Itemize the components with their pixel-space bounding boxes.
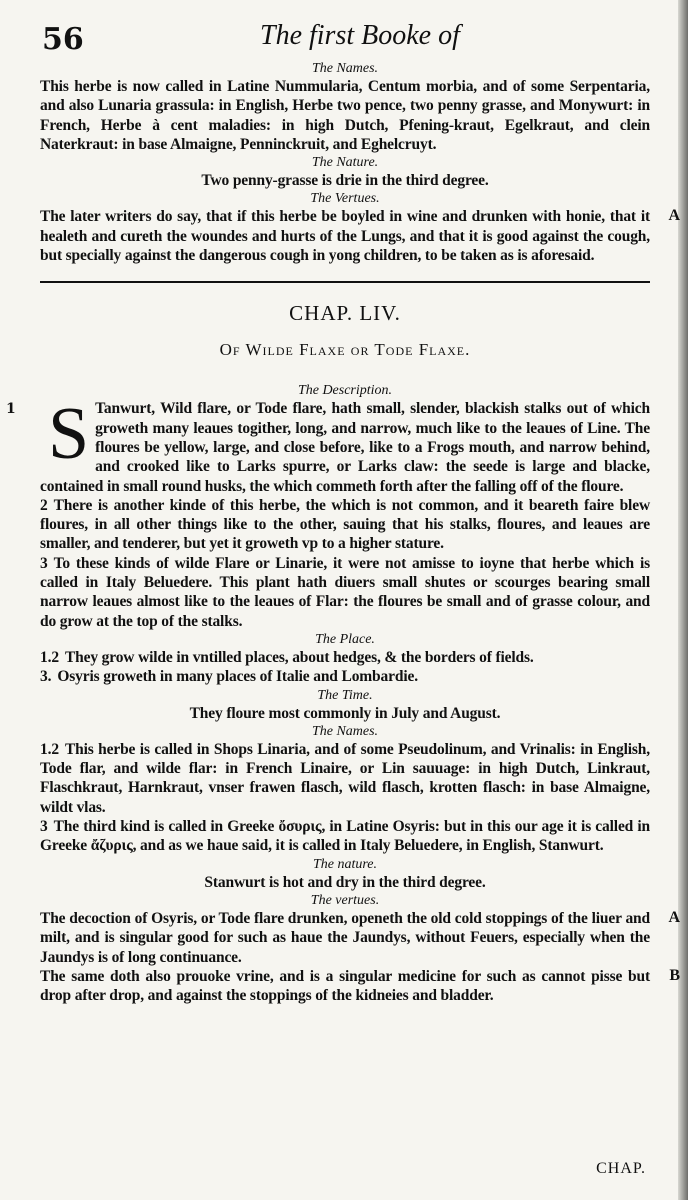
time-heading: The Time.: [317, 687, 373, 703]
margin-letter-a2: A: [668, 908, 680, 926]
names2-heading: The Names.: [311, 723, 379, 739]
names-paragraph: This herbe is now called in Latine Nummularia, Centum morbia, and of some Serpentaria, and also Lunaria grassula: in English, Herbe two pence, two penny grasse, and Monywurt: in French, Herbe à cent maladies: in high Dutch, Pfening-kraut, Egelkraut, and clein Naterkraut: in base Almaigne, Penninckruit, and Eghelcruyt.: [40, 78, 650, 153]
description-paragraph-3: [40, 554, 650, 631]
item-number: 1.2: [40, 648, 59, 666]
description-text-2: There is another kinde of this herbe, the which is not common, and it beareth faire blew floures, in all other things like to the other, sauing that his stalks, floures, and leaues are smaller, and tenderer, but yet it groweth vp to a higher stature.: [40, 496, 650, 553]
names2-text-2: The third kind is called in Greeke ὄσυρις, in Latine Osyris: but in this our age it is called in Greeke ἄζυρις, and as we haue said, it is called in Italy Beluedere, in English, Stanwurt.: [40, 818, 650, 855]
item-number: 2: [40, 496, 48, 514]
chapter-title: Of Wilde Flaxe or Tode Flaxe.: [219, 340, 471, 360]
item-number: 3: [40, 554, 48, 572]
names-heading: The Names.: [311, 61, 379, 76]
place-paragraph-2: [40, 667, 650, 686]
place-section: [40, 631, 650, 687]
names-section: [40, 60, 680, 265]
description-paragraph-2: [40, 496, 650, 554]
place-paragraph-1: [40, 648, 650, 667]
item-number: 3.: [40, 668, 52, 686]
names2-section: [40, 723, 650, 856]
description-section: [6, 382, 650, 631]
item-number: 1.2: [40, 740, 59, 758]
description-item-1: [6, 393, 650, 495]
page-gutter-shadow: [678, 0, 688, 1200]
page-header: [40, 18, 650, 60]
nature2-paragraph: Stanwurt is hot and dry in the third degree.: [204, 873, 486, 891]
vertues2-paragraph-2: The same doth also prouoke vrine, and is a singular medicine for such as cannot pisse but drop after drop, and against the stoppings of the kidneies and bladder.: [40, 967, 650, 1005]
time-paragraph: They floure most commonly in July and August.: [189, 704, 501, 722]
vertues2-block-1: [40, 908, 680, 967]
nature-heading: The Nature.: [311, 155, 379, 171]
vertues2-paragraph-1: The decoction of Osyris, or Tode flare drunken, openeth the old cold stoppings of the liuer and milt, and is singular good for such as haue the Jaundys, without Feuers, especially when the Jaundys is of long continuance.: [40, 909, 650, 966]
description-heading: The Description.: [297, 383, 393, 399]
nature2-section: [40, 856, 650, 892]
vertues-block: [40, 207, 680, 265]
drop-cap: S: [48, 393, 90, 476]
vertues-heading: The Vertues.: [310, 191, 380, 207]
vertues2-heading: The vertues.: [310, 892, 380, 908]
nature-paragraph: Two penny-grasse is drie in the third degree.: [201, 172, 489, 190]
item-number: 1: [6, 401, 16, 418]
names2-paragraph-2: [40, 817, 650, 856]
names2-paragraph-1: [40, 740, 650, 817]
time-section: [40, 687, 650, 723]
item-number: 3: [40, 818, 48, 836]
place-heading: The Place.: [315, 631, 375, 647]
description-paragraph-1: Tanwurt, Wild flare, or Tode flare, hath small, slender, blackish stalks out of which groweth many leaues togither, long, and narrow, much like to the leaues of Line. The floures be yellow, large, and close before, like to a Frogs mouth, and narrow behind, and crooked like to Larks spurre, or Larks claw: the seede is large and blacke, contained in small round husks, the which commeth forth after the falling off of the floure.: [40, 400, 650, 495]
catchword: CHAP.: [596, 1160, 646, 1177]
margin-letter-a: A: [668, 207, 680, 225]
vertues2-section: [40, 892, 680, 1005]
running-title: The first Booke of: [260, 20, 460, 51]
chapter-number: CHAP. LIV.: [289, 301, 401, 326]
place-text-2: Osyris groweth in many places of Italie and Lombardie.: [57, 668, 418, 686]
section-divider: [40, 281, 650, 283]
vertues-paragraph: The later writers do say, that if this herbe be boyled in wine and drunken with honie, that it healeth and cureth the woundes and hurts of the Lungs, and that it is good against the cough, but specially against the dangerous cough in yong children, to be taken as is aforesaid.: [40, 208, 650, 265]
vertues2-block-2: [40, 966, 680, 1006]
page-number: 56: [42, 22, 84, 57]
margin-letter-b: B: [669, 966, 680, 984]
names2-text-1: This herbe is called in Shops Linaria, and of some Pseudolinum, and Vrinalis: in English, Tode flar, and wilde flar: in French Linaire, or Lin sauuage: in high Dutch, Linkraut, Flaschkraut, Harnkraut, vnser frawen flasch, wild flasch, krotten flasch: in base Almaigne, wildt vlas.: [40, 740, 650, 816]
place-text-1: They grow wilde in vntilled places, about hedges, & the borders of fields.: [64, 648, 534, 666]
nature2-heading: The nature.: [312, 856, 378, 872]
description-text-3: To these kinds of wilde Flare or Linarie, it were not amisse to ioyne that herbe which is called in Italy Beluedere. This plant hath diuers small shutes or scourges bearing small narrow leaues almost like to the leaues of Flar: the floures be small and of grasse colour, and do grow at the top of the stalks.: [40, 554, 650, 630]
